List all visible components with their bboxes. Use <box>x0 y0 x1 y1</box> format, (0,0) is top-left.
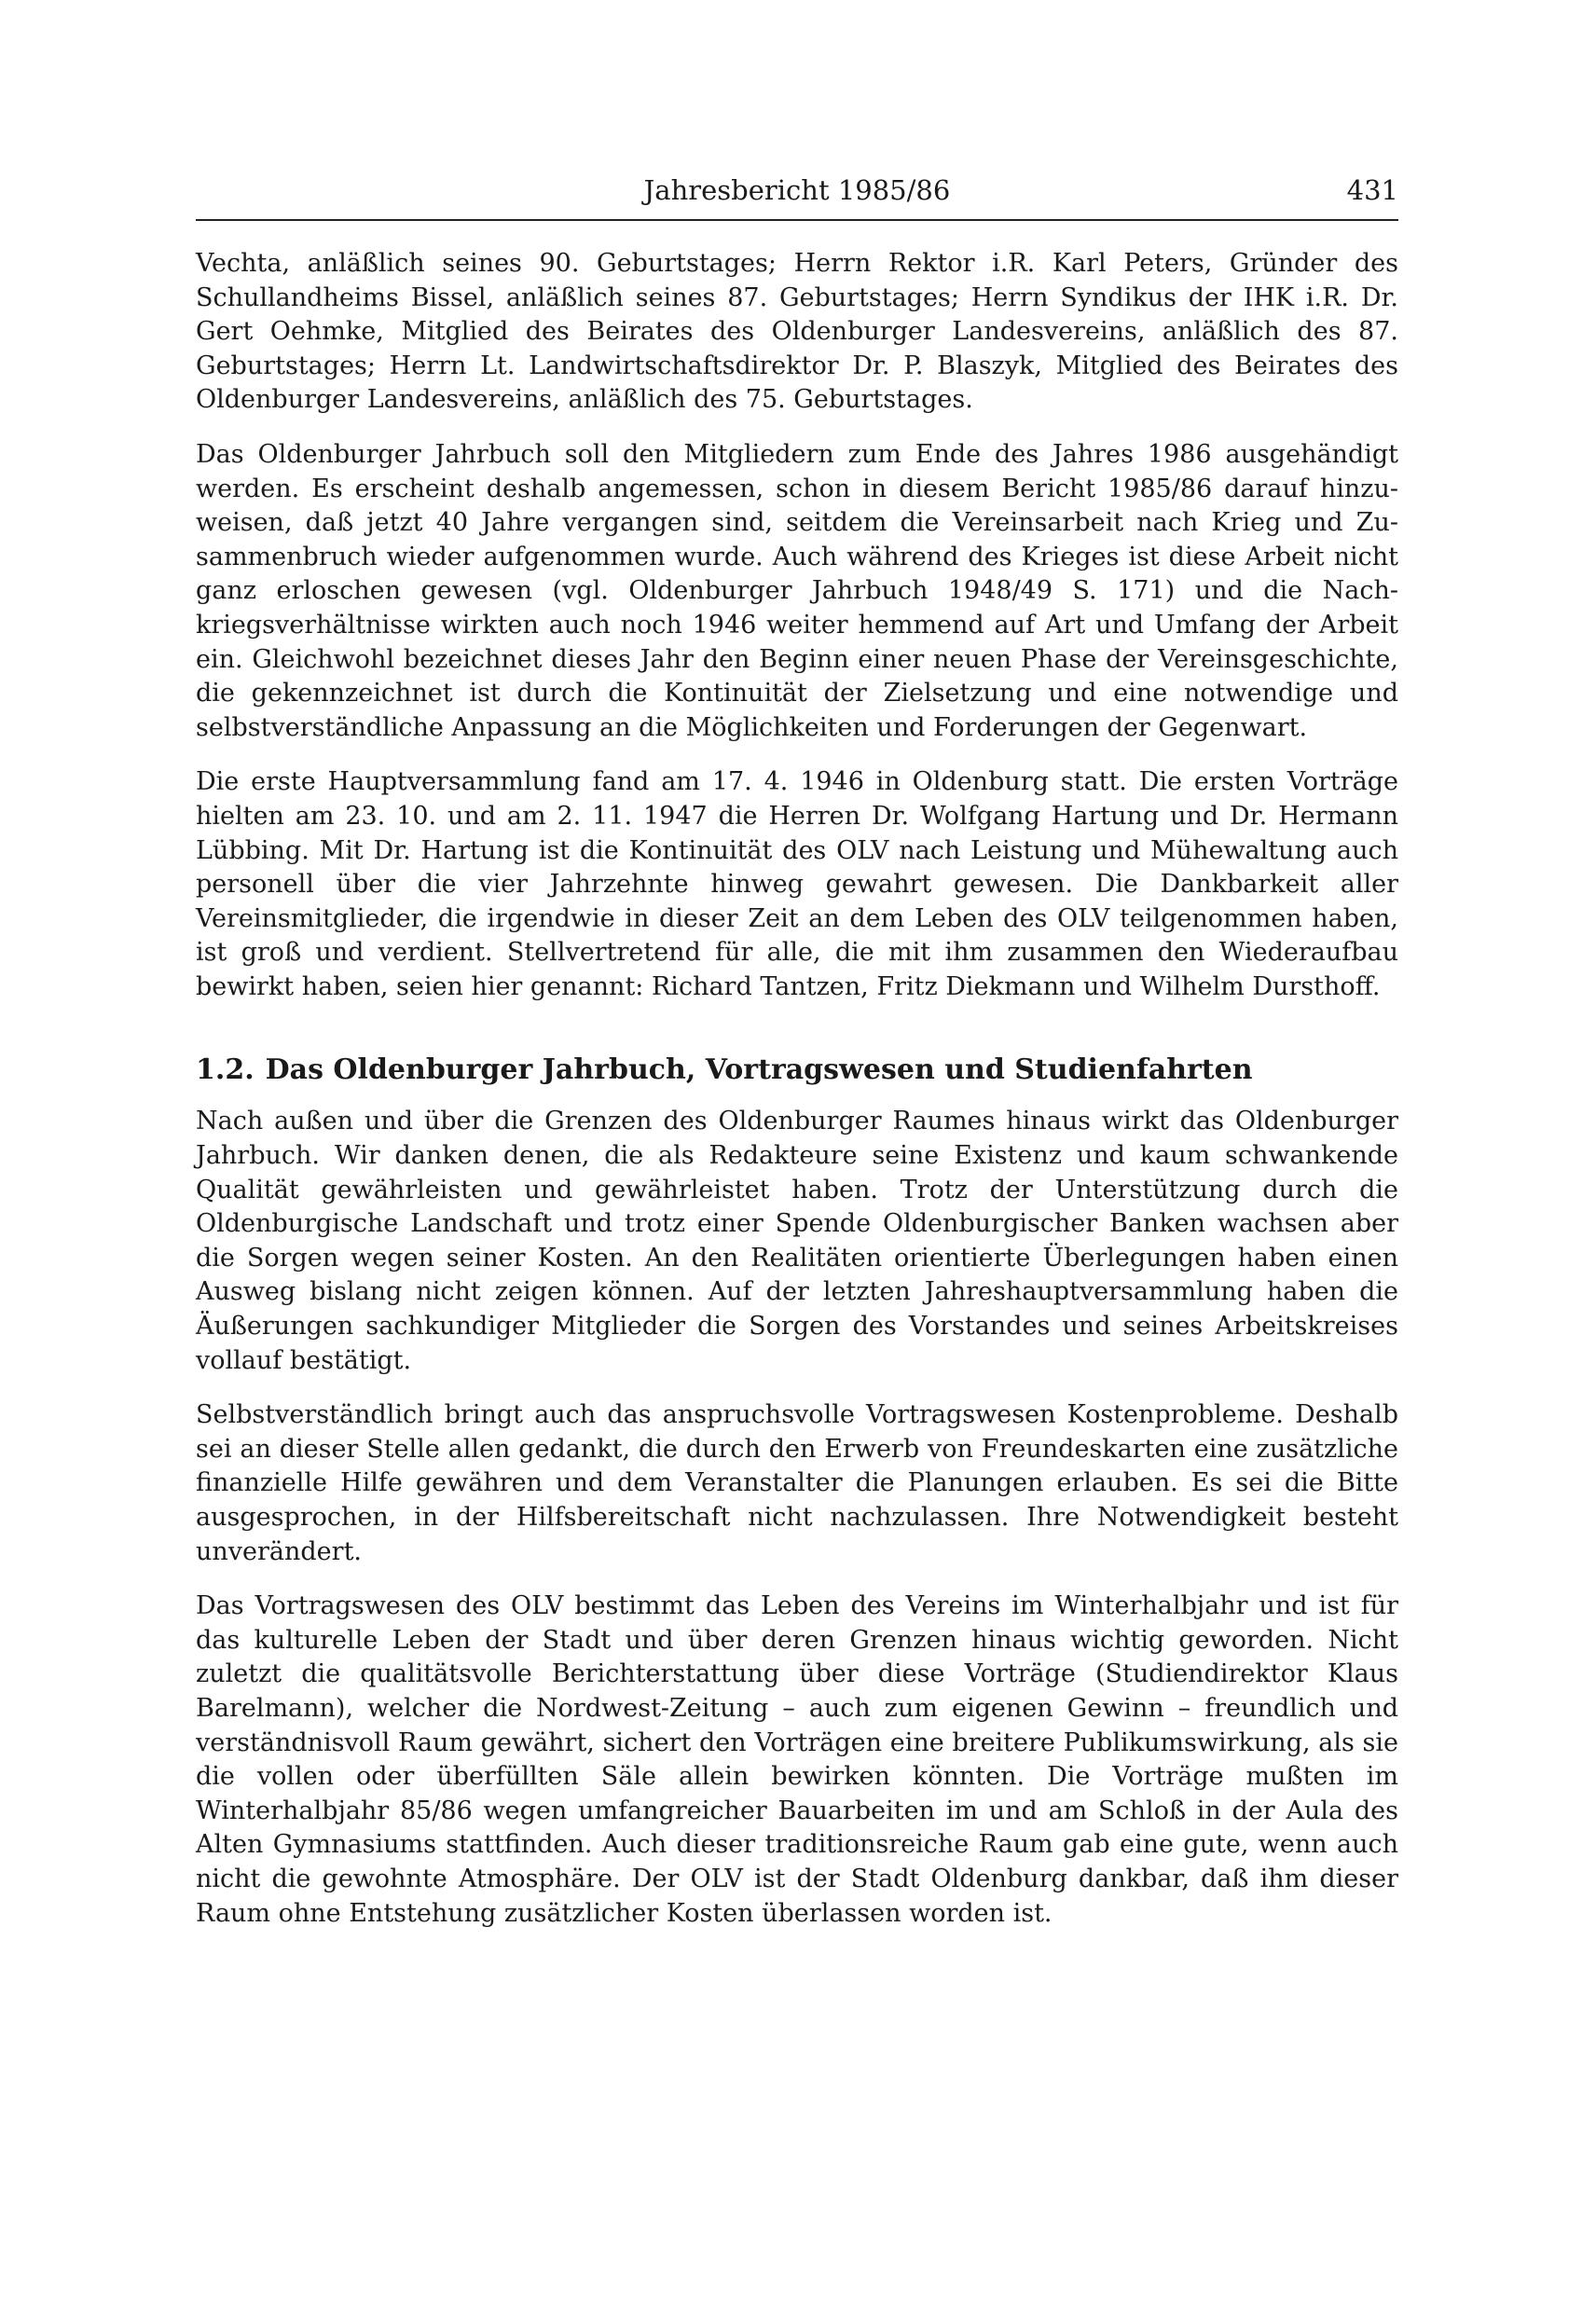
running-header <box>196 163 1398 221</box>
paragraph-jahrbuch-anniversary: Das Oldenburger Jahrbuch soll den Mitgliedern zum Ende des Jahres 1986 ausgehändigt werden. Es erscheint deshalb angemessen, schon in diesem Bericht 1985/86 darauf hinzuweisen, daß jetzt 40 Jahre vergangen sind, seitdem die Vereinsarbeit nach Krieg und Zusammenbruch wieder aufgenommen wurde. Auch während des Krieges ist diese Arbeit nicht ganz erloschen gewesen (vgl. Oldenburger Jahrbuch 1948/49 S. 171) und die Nachkriegsverhältnisse wirkten auch noch 1946 weiter hemmend auf Art und Umfang der Arbeit ein. Gleichwohl bezeichnet dieses Jahr den Beginn einer neuen Phase der Vereinsgeschichte, die gekennzeichnet ist durch die Kontinuität der Zielsetzung und eine notwendige und selbstverständliche Anpassung an die Möglichkeiten und Forderungen der Gegenwart. <box>196 439 1398 742</box>
document-page <box>196 163 1398 1951</box>
paragraph-first-assembly: Die erste Hauptversammlung fand am 17. 4. 1946 in Oldenburg statt. Die ersten Vorträge hielten am 23. 10. und am 2. 11. 1947 die Herren Dr. Wolfgang Hartung und Dr. Hermann Lübbing. Mit Dr. Hartung ist die Kontinuität des OLV nach Leistung und Mühewaltung auch personell über die vier Jahrzehnte hinweg gewahrt gewesen. Die Dankbarkeit aller Vereinsmitglieder, die irgendwie in dieser Zeit an dem Leben des OLV teilgenommen haben, ist groß und verdient. Stellvertretend für alle, die mit ihm zusammen den Wiederaufbau bewirkt haben, seien hier genannt: Richard Tantzen, Fritz Diekmann und Wilhelm Dursthoff. <box>196 767 1398 1001</box>
running-title: Jahresbericht 1985/86 <box>643 174 951 206</box>
paragraph-lecture-series: Das Vortragswesen des OLV bestimmt das Leben des Vereins im Winterhalbjahr und ist für das kulturelle Leben der Stadt und über deren Grenzen hinaus wichtig geworden. Nicht zuletzt die qualitätsvolle Berichterstattung über diese Vorträge (Studiendirektor Klaus Barelmann), welcher die Nordwest-Zeitung – auch zum eigenen Gewinn – freundlich und verständnisvoll Raum gewährt, sichert den Vorträgen eine breitere Publikumswirkung, als sie die vollen oder überfüllten Säle allein bewirken könnten. Die Vorträge mußten im Winterhalbjahr 85/86 wegen umfangreicher Bauarbeiten im und am Schloß in der Aula des Alten Gymnasiums stattfinden. Auch dieser traditionsreiche Raum gab eine gute, wenn auch nicht die gewohnte Atmosphäre. Der OLV ist der Stadt Oldenburg dankbar, daß ihm dieser Raum ohne Entstehung zusätzlicher Kosten überlassen worden ist. <box>196 1591 1398 1928</box>
section-title: Das Oldenburger Jahrbuch, Vortragswesen und Studienfahrten <box>265 1053 1253 1087</box>
body-text <box>196 247 1398 1931</box>
paragraph-jahrbuch-costs: Nach außen und über die Grenzen des Oldenburger Raumes hinaus wirkt das Oldenburger Jahrbuch. Wir danken denen, die als Redakteure seine Existenz und kaum schwankende Qualität gewährleisten und gewährleistet haben. Trotz der Unterstützung durch die Oldenburgische Landschaft und trotz einer Spende Oldenburgischer Banken wachsen aber die Sorgen wegen seiner Kosten. An den Realitäten orientierte Überlegungen haben einen Ausweg bislang nicht zeigen können. Auf der letzten Jahreshauptversammlung haben die Äußerungen sachkundiger Mitglieder die Sorgen des Vorstandes und seines Arbeitskreises vollauf bestätigt. <box>196 1107 1398 1375</box>
paragraph-birthdays: Vechta, anläßlich seines 90. Geburtstages; Herrn Rektor i.R. Karl Peters, Gründer des Schullandheims Bissel, anläßlich seines 87. Geburtstages; Herrn Syndikus der IHK i.R. Dr. Gert Oehmke, Mitglied des Beirates des Oldenburger Landesvereins, anläßlich des 87. Geburtstages; Herrn Lt. Landwirtschaftsdirektor Dr. P. Blaszyk, Mitglied des Beirates des Oldenburger Landesvereins, anläßlich des 75. Geburtstages. <box>196 249 1398 415</box>
page-number: 431 <box>1346 174 1398 206</box>
section-heading <box>196 1053 1398 1088</box>
section-number: 1.2. <box>196 1053 255 1087</box>
paragraph-lecture-costs: Selbstverständlich bringt auch das anspruchsvolle Vortragswesen Kostenprobleme. Deshalb sei an dieser Stelle allen gedankt, die durch den Erwerb von Freundeskarten eine zusätzliche finanzielle Hilfe gewähren und dem Veranstalter die Planungen erlauben. Es sei die Bitte ausgesprochen, in der Hilfsbereitschaft nicht nachzulassen. Ihre Notwendigkeit besteht unverändert. <box>196 1400 1398 1566</box>
